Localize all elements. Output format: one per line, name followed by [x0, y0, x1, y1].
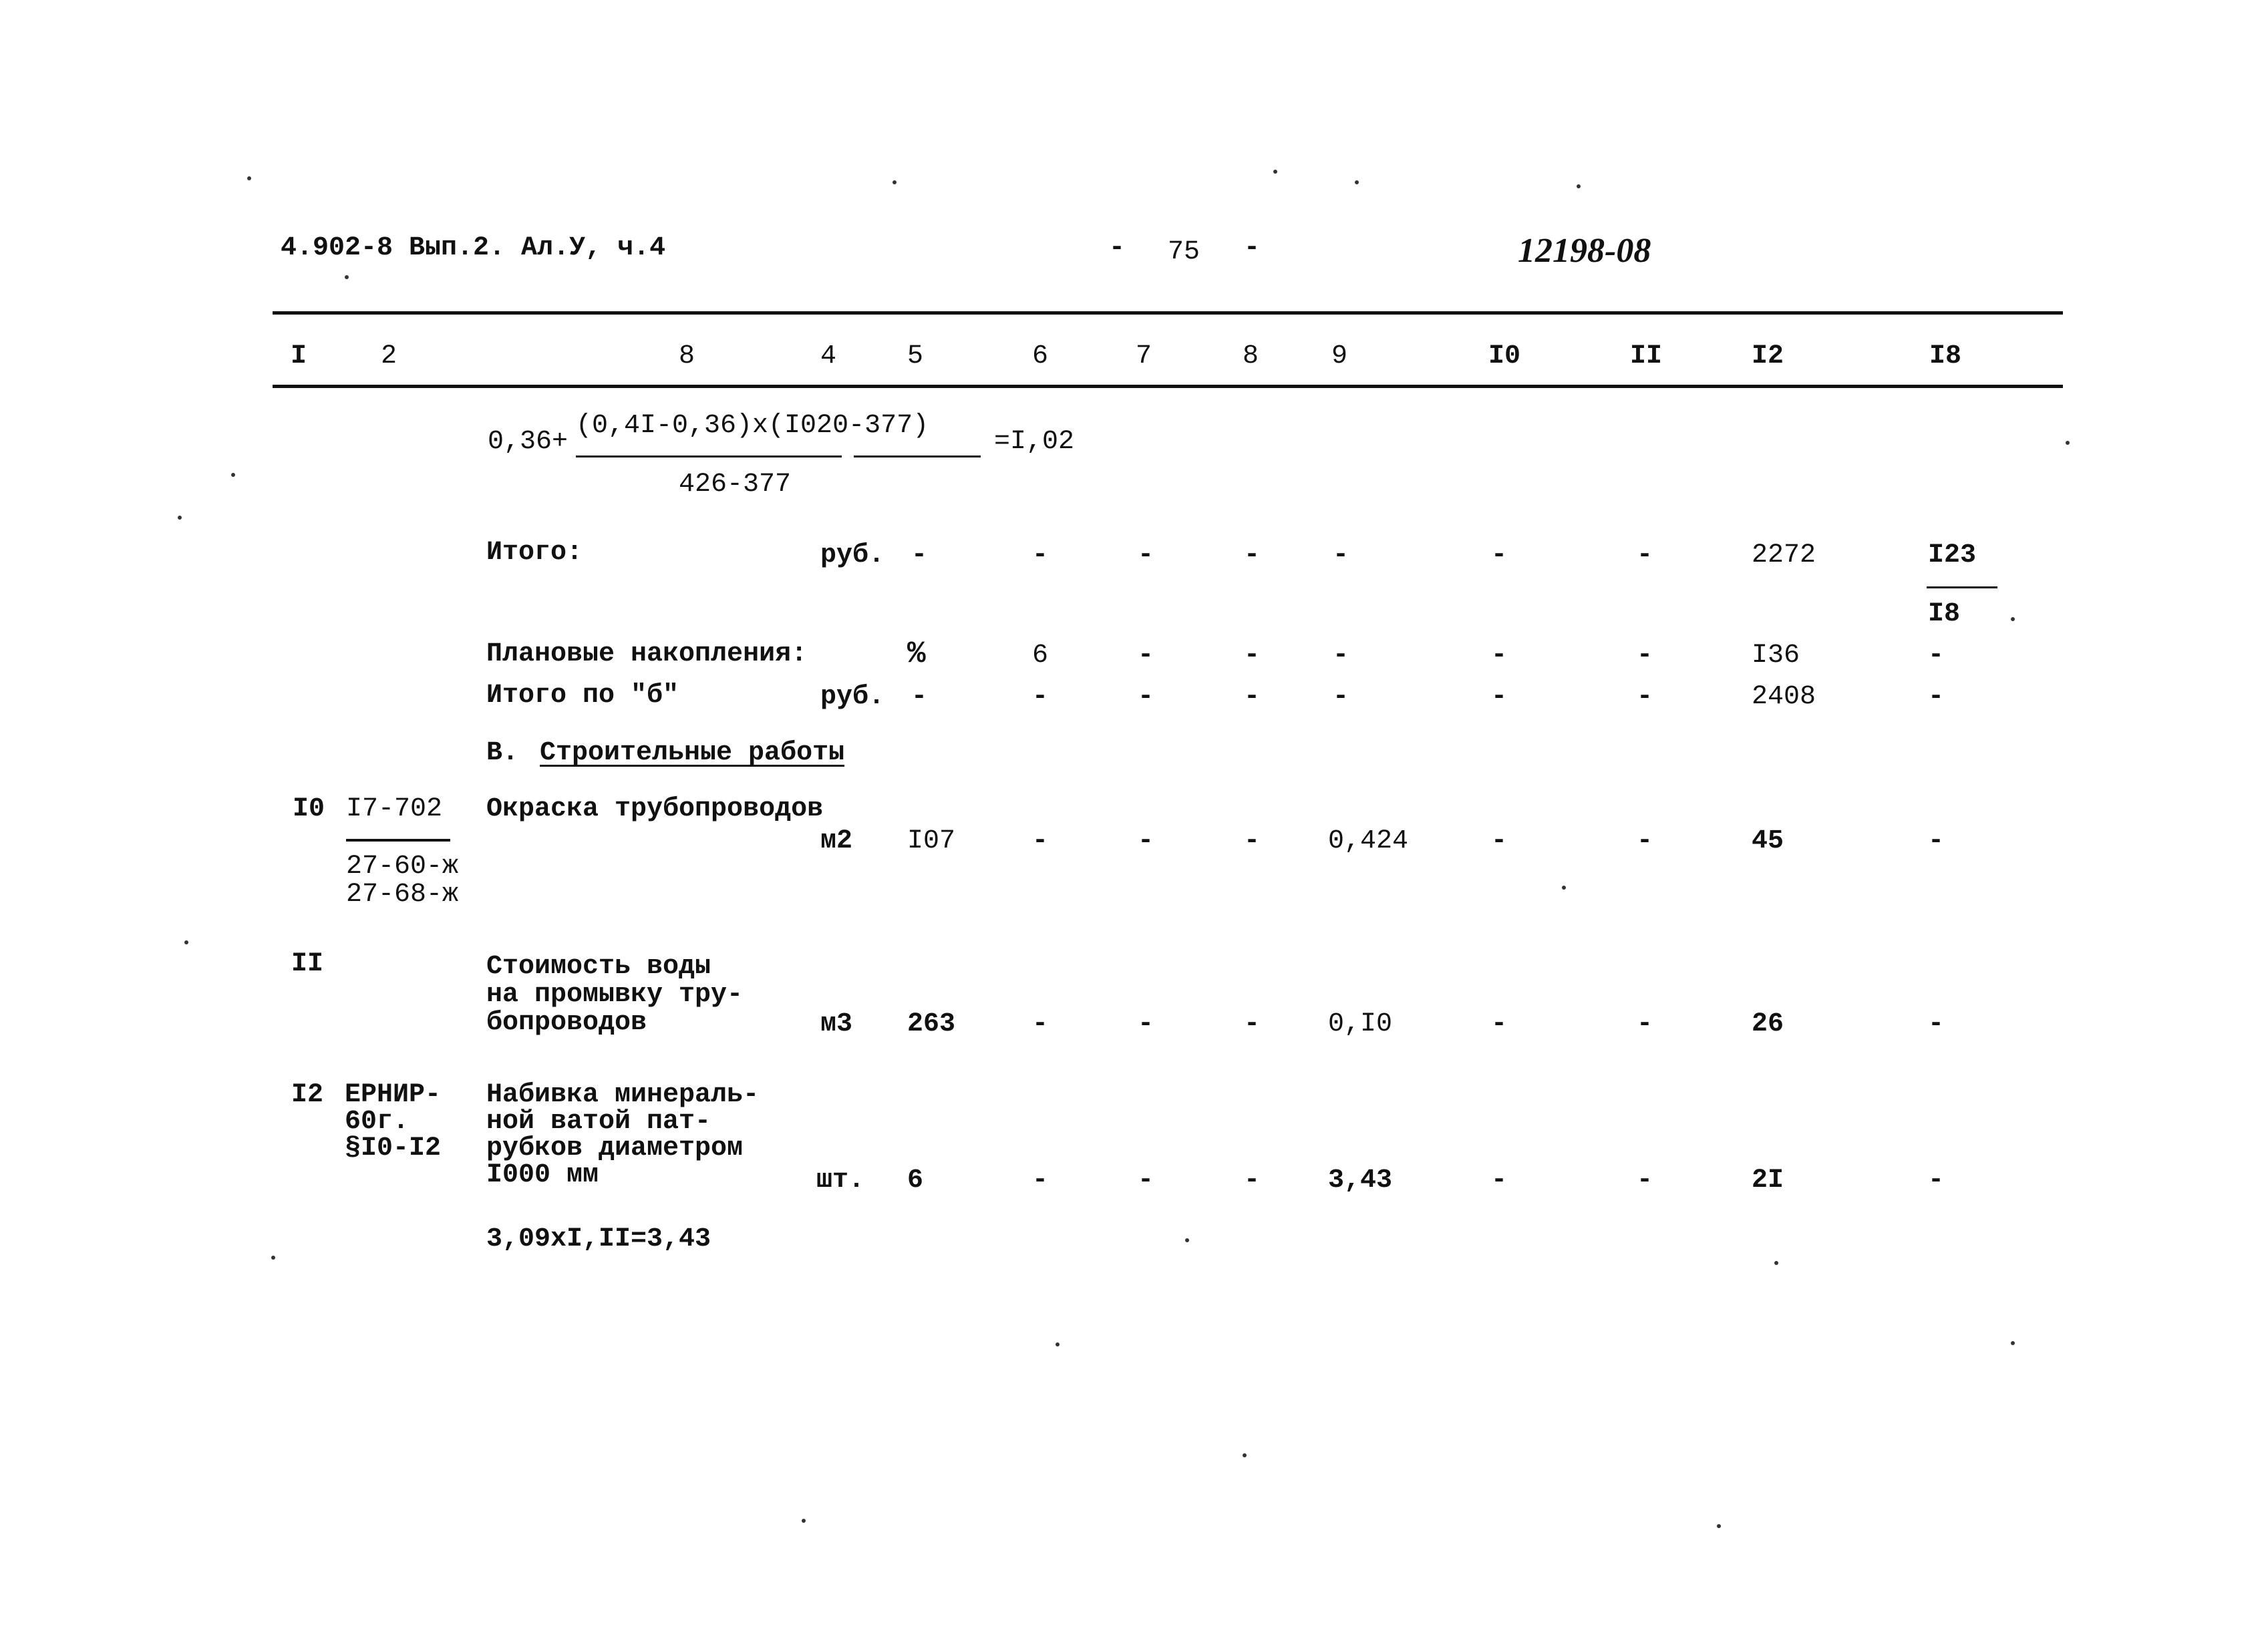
row10-col7: -	[1138, 826, 1154, 856]
fraction-bar	[576, 455, 842, 458]
scan-speck	[178, 516, 182, 520]
section-letter: В.	[486, 738, 519, 768]
scan-speck	[1056, 1342, 1060, 1346]
row12-col8: -	[1244, 1165, 1261, 1196]
page-dash-left: -	[1109, 233, 1126, 263]
itogo-b-col7: -	[1138, 682, 1154, 712]
row11-col11: -	[1637, 1009, 1653, 1039]
column-header-10: I0	[1488, 341, 1521, 371]
row10-unit: м2	[820, 826, 853, 856]
row10-col6: -	[1032, 826, 1049, 856]
formula-prefix: 0,36+	[488, 427, 569, 457]
document-reference: 4.902-8 Вып.2. Ал.У, ч.4	[281, 233, 666, 263]
row11-col5: 263	[907, 1009, 956, 1039]
row11-col7: -	[1138, 1009, 1154, 1039]
scan-speck	[1562, 886, 1566, 890]
itogo-b-col11: -	[1637, 682, 1653, 712]
column-header-1: I	[291, 341, 307, 371]
column-header-9: 9	[1331, 341, 1348, 371]
page-dash-right: -	[1244, 233, 1261, 263]
row11-name-line2: на промывку тру-	[486, 980, 744, 1010]
scan-speck	[345, 275, 349, 279]
row12-col9: 3,43	[1328, 1165, 1393, 1196]
itogo-col8: -	[1244, 540, 1261, 570]
itogo-col7: -	[1138, 540, 1154, 570]
row12-col10: -	[1491, 1165, 1508, 1196]
row12-col7: -	[1138, 1165, 1154, 1196]
fraction-bar-right	[854, 455, 981, 458]
itogo-col6: -	[1032, 540, 1049, 570]
row11-col8: -	[1244, 1009, 1261, 1039]
itogo-col13-bottom: I8	[1928, 599, 1961, 629]
row11-col10: -	[1491, 1009, 1508, 1039]
page-number: 75	[1168, 237, 1200, 267]
scan-speck	[1717, 1524, 1721, 1528]
column-header-3: 8	[679, 341, 695, 371]
row11-col6: -	[1032, 1009, 1049, 1039]
column-header-5: 5	[907, 341, 924, 371]
row10-col12: 45	[1752, 826, 1784, 856]
row12-code-line2: 60г.	[345, 1107, 410, 1137]
scan-speck	[1774, 1261, 1778, 1265]
column-header-4: 4	[820, 341, 837, 371]
planned-col12: I36	[1752, 641, 1800, 671]
column-header-13: I8	[1929, 341, 1962, 371]
itogo-b-label: Итого по "б"	[486, 681, 679, 711]
row12-col5: 6	[907, 1165, 924, 1196]
row12-code-line3: §I0-I2	[345, 1133, 442, 1163]
scan-speck	[802, 1519, 806, 1523]
row10-col13: -	[1928, 826, 1945, 856]
itogo-col10: -	[1491, 540, 1508, 570]
itogo-b-unit: руб.	[820, 682, 885, 712]
scan-speck	[247, 176, 251, 180]
formula-result: =I,02	[994, 427, 1075, 457]
scan-speck	[2011, 1341, 2015, 1345]
column-header-11: II	[1630, 341, 1663, 371]
row10-name: Окраска трубопроводов	[486, 794, 824, 824]
row12-name-line1: Набивка минераль-	[486, 1080, 760, 1110]
row10-col11: -	[1637, 826, 1653, 856]
itogo-col11: -	[1637, 540, 1653, 570]
row11-name-line1: Стоимость воды	[486, 952, 711, 982]
row12-unit: шт.	[816, 1165, 865, 1196]
scan-speck	[1273, 170, 1277, 174]
column-header-8: 8	[1243, 341, 1259, 371]
itogo-b-col10: -	[1491, 682, 1508, 712]
itogo-unit: руб.	[820, 540, 885, 570]
row12-calculation: 3,09xI,II=3,43	[486, 1224, 711, 1254]
table-header-rule	[273, 385, 2063, 388]
column-header-12: I2	[1752, 341, 1784, 371]
scan-speck	[184, 940, 188, 944]
column-header-6: 6	[1032, 341, 1049, 371]
archive-stamp-number: 12198-08	[1518, 232, 1651, 270]
row10-code-3: 27-68-ж	[346, 880, 459, 910]
itogo-col13-top: I23	[1928, 540, 1977, 570]
planned-unit: %	[907, 636, 926, 671]
itogo-label: Итого:	[486, 538, 583, 568]
planned-col7: -	[1138, 641, 1154, 671]
row11-col13: -	[1928, 1009, 1945, 1039]
itogo-b-col8: -	[1244, 682, 1261, 712]
scan-speck	[231, 473, 235, 477]
row11-name-line3: бопроводов	[486, 1008, 647, 1038]
table-top-rule	[273, 311, 2063, 315]
formula-numerator: (0,4I-0,36)x(I020-377)	[576, 411, 929, 441]
row10-code-2: 27-60-ж	[346, 852, 459, 882]
planned-col6: 6	[1032, 641, 1049, 671]
scan-speck	[2066, 441, 2070, 445]
formula-denominator: 426-377	[679, 470, 792, 500]
col13-divider	[1927, 586, 1997, 588]
row10-code: I7-702	[346, 794, 443, 824]
row10-col10: -	[1491, 826, 1508, 856]
itogo-b-col13: -	[1928, 682, 1945, 712]
row12-col12: 2I	[1752, 1165, 1784, 1196]
scan-speck	[1355, 180, 1359, 184]
itogo-col5: -	[911, 540, 928, 570]
column-header-2: 2	[381, 341, 397, 371]
row12-number: I2	[291, 1080, 324, 1110]
scan-speck	[1185, 1238, 1189, 1242]
planned-col8: -	[1244, 641, 1261, 671]
itogo-b-col12: 2408	[1752, 682, 1816, 712]
row10-col8: -	[1244, 826, 1261, 856]
row12-name-line2: ной ватой пат-	[486, 1107, 711, 1137]
itogo-col12: 2272	[1752, 540, 1816, 570]
row11-number: II	[291, 949, 324, 979]
row12-name-line4: I000 мм	[486, 1160, 599, 1190]
row10-col5: I07	[907, 826, 956, 856]
planned-col9: -	[1333, 641, 1349, 671]
row11-col9: 0,I0	[1328, 1009, 1393, 1039]
scan-speck	[893, 180, 897, 184]
row12-code-line1: ЕРНИР-	[345, 1080, 442, 1110]
scan-speck	[1243, 1453, 1247, 1457]
scan-speck	[2011, 617, 2015, 621]
row11-unit: м3	[820, 1009, 853, 1039]
itogo-b-col5: -	[911, 682, 928, 712]
row10-code-bar	[346, 839, 450, 842]
row10-number: I0	[293, 794, 325, 824]
planned-col10: -	[1491, 641, 1508, 671]
row10-col9: 0,424	[1328, 826, 1409, 856]
row12-col13: -	[1928, 1165, 1945, 1196]
planned-col11: -	[1637, 641, 1653, 671]
section-title: Строительные работы	[540, 738, 845, 768]
itogo-b-col9: -	[1333, 682, 1349, 712]
row12-name-line3: рубков диаметром	[486, 1133, 744, 1163]
planned-col13: -	[1928, 641, 1945, 671]
row12-col11: -	[1637, 1165, 1653, 1196]
row11-col12: 26	[1752, 1009, 1784, 1039]
itogo-b-col6: -	[1032, 682, 1049, 712]
planned-savings-label: Плановые накопления:	[486, 639, 808, 669]
scan-speck	[271, 1256, 275, 1260]
column-header-7: 7	[1136, 341, 1152, 371]
itogo-col9: -	[1333, 540, 1349, 570]
row12-col6: -	[1032, 1165, 1049, 1196]
scan-speck	[1577, 184, 1581, 188]
